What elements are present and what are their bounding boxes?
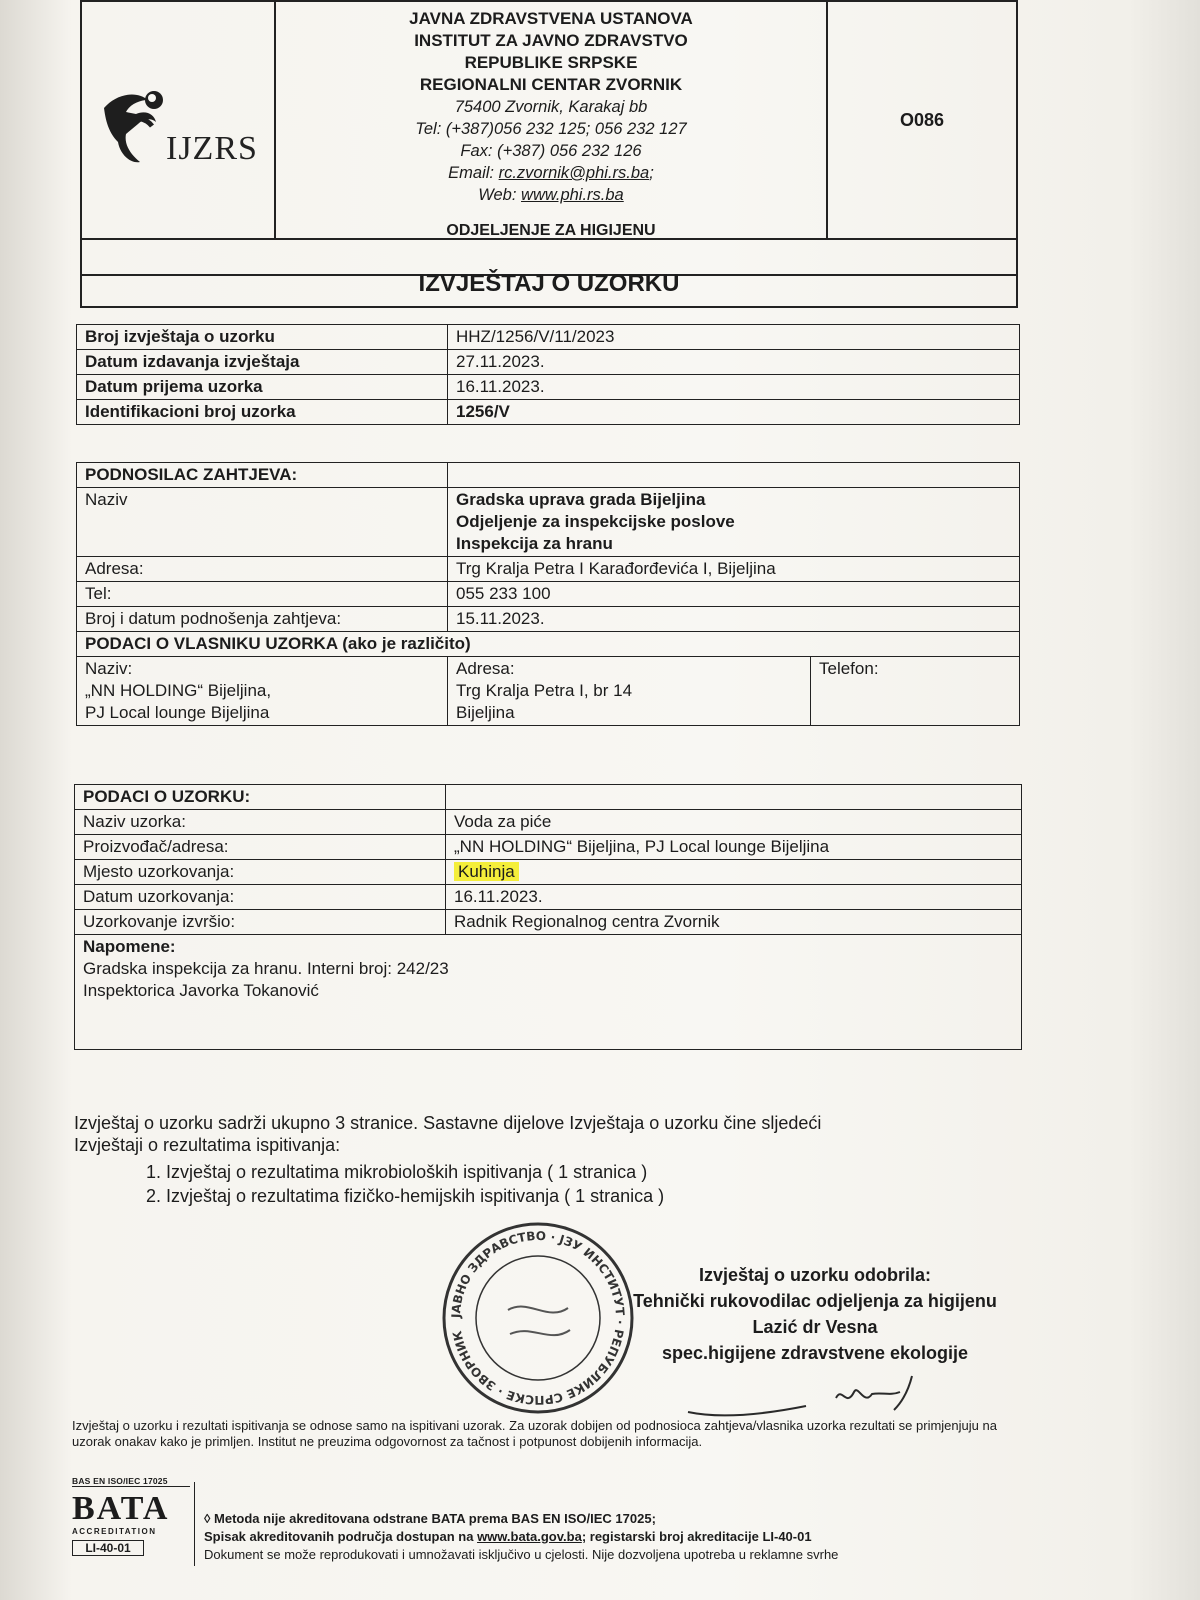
row-label: Datum prijema uzorka [77,375,448,400]
list-item: 2. Izvještaj o rezultatima fizičko-hemijskih ispitivanja ( 1 stranica ) [146,1186,665,1206]
row-value: 16.11.2023. [446,885,1022,910]
institution-line: INSTITUT ZA JAVNO ZDRAVSTVO [414,31,688,50]
owner-name-cell [77,657,448,726]
table-row [75,885,1022,910]
footer-text: Spisak akreditovanih područja dostupan na [204,1529,478,1544]
owner-phone-cell [811,657,1020,726]
table-row [75,810,1022,835]
approval-block [580,1262,1050,1366]
requester-name [448,488,1020,557]
row-label: Naziv: [85,659,133,678]
table-row [77,325,1020,350]
table-row [75,785,1022,810]
row-label: Broj i datum podnošenja zahtjeva: [77,607,448,632]
bata-number: LI-40-01 [72,1540,144,1556]
approval-line: Lazić dr Vesna [752,1317,878,1337]
notes-line: Gradska inspekcija za hranu. Interni broj: 242/23 [83,959,449,978]
table-row [75,935,1022,1050]
row-value: Trg Kralja Petra I Karađorđevića I, Bijeljina [448,557,1020,582]
notes-label: Napomene: [83,937,176,956]
approval-line: Izvještaj o uzorku odobrila: [698,1265,932,1285]
email-link[interactable]: rc.zvornik@phi.rs.ba [498,164,650,182]
table-row [77,607,1020,632]
row-value: 15.11.2023. [448,607,1020,632]
footer-line: ◊ Metoda nije akreditovana odstrane BATA prema BAS EN ISO/IEC 17025; [204,1511,656,1526]
department-name: ODJELJENJE ZA HIGIJENU [446,222,656,239]
page-title: IZVJEŠTAJ O UZORKU [80,262,1018,308]
row-label: Identifikacioni broj uzorka [77,400,448,425]
row-label: Tel: [77,582,448,607]
owner-name-line: PJ Local lounge Bijeljina [85,703,270,722]
table-row [77,582,1020,607]
bata-logo [72,1476,190,1556]
web-link[interactable]: www.phi.rs.ba [521,186,624,204]
header-box [80,0,1018,276]
table-row [77,488,1020,557]
table-row [75,910,1022,935]
institution-line: REPUBLIKE SRPSKE [464,53,638,72]
bata-link[interactable]: www.bata.gov.ba [477,1529,582,1544]
section-heading: PODNOSILAC ZAHTJEVA: [77,463,448,488]
row-value: Radnik Regionalnog centra Zvornik [446,910,1022,935]
row-label: Naziv uzorka: [75,810,446,835]
row-value: 055 233 100 [448,582,1020,607]
requester-table [76,462,1020,726]
institution-info [276,2,828,238]
requester-name-line: Inspekcija za hranu [456,534,613,553]
row-label: Mjesto uzorkovanja: [75,860,446,885]
accreditation-notes [204,1510,1024,1564]
disclaimer: Izvještaj o uzorku i rezultati ispitivanja se odnose samo na ispitivani uzorak. Za uzorak dobijen od podnosioca zahtjeva/vlasnika uzorka rezultati se primjenjuju na uzorak onakav kako je primljen. Institut ne preuzima odgovornost za tačnost i potpunost dobijenih informacija. [72,1418,997,1449]
form-code: O086 [899,109,945,130]
table-row [77,632,1020,657]
row-label: Proizvođač/adresa: [75,835,446,860]
table-row [77,557,1020,582]
approval-line: spec.higijene zdravstvene ekologije [661,1343,969,1363]
bata-standard: BAS EN ISO/IEC 17025 [72,1476,190,1487]
email-label: Email: [448,164,499,182]
institution-email-row [276,162,826,184]
bata-accreditation: ACCREDITATION [72,1527,157,1536]
institution-tel: Tel: (+387)056 232 125; 056 232 127 [415,120,687,138]
row-value: 27.11.2023. [448,350,1020,375]
row-value: HHZ/1256/V/11/2023 [448,325,1020,350]
web-label: Web: [478,186,522,204]
approval-line: Tehnički rukovodilac odjeljenja za higijenu [633,1291,997,1311]
sample-table [74,784,1022,1050]
owner-name-line: „NN HOLDING“ Bijeljina, [85,681,272,700]
notes-line: Inspektorica Javorka Tokanović [83,981,319,1000]
row-value: 16.11.2023. [448,375,1020,400]
section-heading: PODACI O VLASNIKU UZORKA (ako je različito) [77,632,1020,657]
institution-web-row [276,184,826,206]
ijzrs-logo-icon [96,84,176,184]
institution-line: REGIONALNI CENTAR ZVORNIK [419,75,683,94]
row-label: Broj izvještaja o uzorku [77,325,448,350]
table-row [77,400,1020,425]
table-row [75,860,1022,885]
row-value: „NN HOLDING“ Bijeljina, PJ Local lounge Bijeljina [446,835,1022,860]
logo-cell [82,2,276,238]
table-row [77,463,1020,488]
notes-cell [75,935,1022,1050]
list-item: 1. Izvještaj o rezultatima mikrobioloških ispitivanja ( 1 stranica ) [146,1162,648,1182]
row-label: Datum izdavanja izvještaja [77,350,448,375]
signature-icon [686,1362,946,1422]
row-value: Voda za piće [446,810,1022,835]
table-row [77,375,1020,400]
stamp-text: ЈАВНО ЗДРАВСТВО · ЈЗУ ИНСТИТУТ · РЕПУБЛИКЕ СРПСКЕ · ЗВОРНИК [448,1228,628,1408]
table-row [77,657,1020,726]
footer-line: Dokument se može reprodukovati i umnožavati isključivo u cjelosti. Nije dozvoljena upotreba u reklamne svrhe [204,1547,839,1562]
report-info-table [76,324,1020,425]
empty-cell [446,785,1022,810]
row-value: 1256/V [448,400,1020,425]
row-label: Adresa: [456,659,515,678]
requester-name-line: Gradska uprava grada Bijeljina [456,490,706,509]
row-label: Uzorkovanje izvršio: [75,910,446,935]
row-label: Adresa: [77,557,448,582]
footer-line-2 [204,1528,1024,1546]
divider [82,238,1016,240]
section-heading: PODACI O UZORKU: [75,785,446,810]
owner-address-line: Trg Kralja Petra I, br 14 [456,681,633,700]
summary-line: Izvještaj o uzorku sadrži ukupno 3 stranice. Sastavne dijelove Izvještaja o uzorku čine sljedeći [74,1113,822,1133]
row-value-cell [446,860,1022,885]
institution-fax: Fax: (+387) 056 232 126 [460,142,642,160]
bata-name: BATA [72,1490,170,1527]
institution-address: 75400 Zvornik, Karakaj bb [454,98,648,116]
row-label: Naziv [77,488,448,557]
empty-cell [448,463,1020,488]
requester-name-line: Odjeljenje za inspekcijske poslove [456,512,735,531]
owner-address-line: Bijeljina [456,703,515,722]
row-label: Datum uzorkovanja: [75,885,446,910]
table-row [75,835,1022,860]
footer-text: ; registarski broj akreditacije LI-40-01 [581,1529,812,1544]
summary-text [74,1112,821,1156]
owner-address-cell [448,657,811,726]
attachments-list [146,1160,664,1208]
institution-line: JAVNA ZDRAVSTVENA USTANOVA [409,9,693,28]
email-suffix: ; [649,164,654,182]
highlighted-value: Kuhinja [454,862,519,881]
row-label: Telefon: [819,659,879,678]
logo-text: IJZRS [166,130,258,167]
summary-line: Izvještaji o rezultatima ispitivanja: [74,1135,341,1155]
table-row [77,350,1020,375]
divider [194,1482,195,1566]
